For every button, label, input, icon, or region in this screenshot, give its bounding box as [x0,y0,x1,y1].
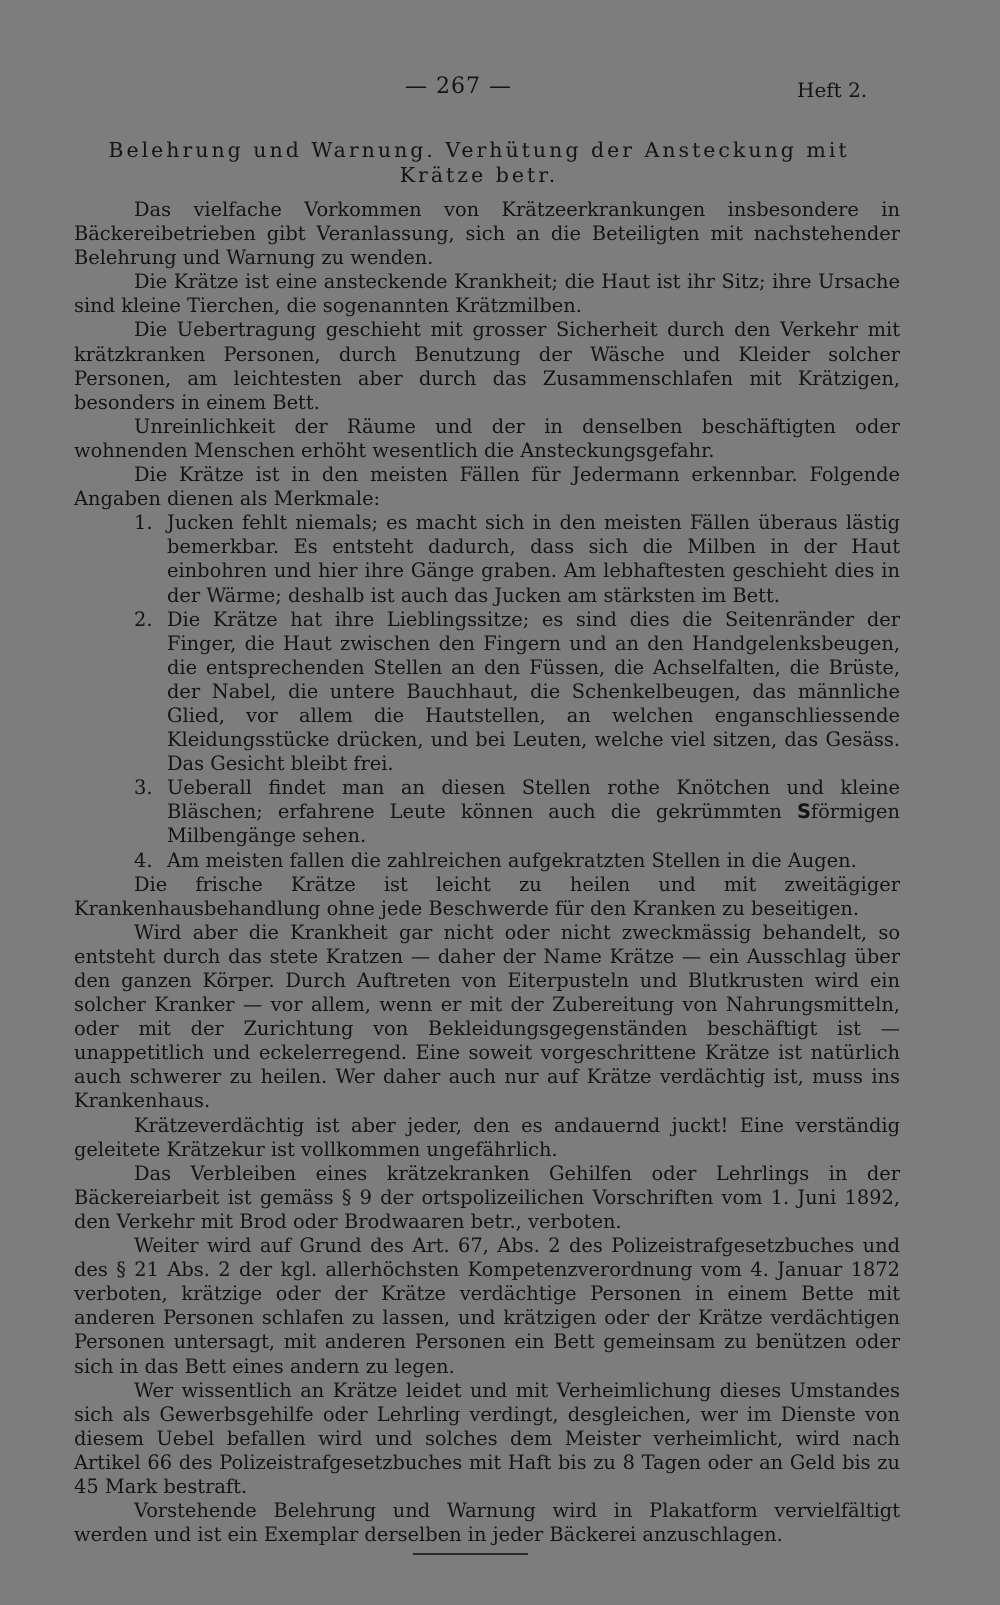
list-item [74,849,900,873]
list-item-number: 3. [134,776,153,800]
list-item-number: 2. [134,607,153,631]
list-item-number: 1. [134,511,153,535]
paragraph: Krätzeverdächtig ist aber jeder, den es andauernd juckt! Eine verständig geleitete Krätzekur ist vollkommen ungefährlich. [74,1113,900,1161]
end-rule [413,1553,528,1555]
paragraph: Weiter wird auf Grund des Art. 67, Abs. 2 des Polizeistrafgesetzbuches und des § 21 Abs. 2 der kgl. allerhöchsten Kompetenzverordnung vom 4. Januar 1872 verboten, krätzige oder der Krätze verdächtige Personen in einem Bette mit anderen Personen schlafen zu lassen, und krätzigen oder der Krätze verdächtigen Personen untersagt, mit anderen Personen ein Bett gemeinsam zu benützen oder sich in das Bett eines andern zu legen. [74,1234,900,1378]
list-item-text: förmigen Milbengänge sehen. [167,800,900,848]
document-title: Belehrung und Warnung. Verhütung der Ansteckung mit Krätze betr. [108,138,850,187]
page-header [0,74,1000,104]
paragraph: Wird aber die Krankheit gar nicht oder nicht zweckmässig behandelt, so entsteht durch das stete Kratzen — daher der Name Krätze — ein Ausschlag über den ganzen Körper. Durch Auftreten von Eiterpusteln und Blutkrusten wird ein solcher Kranker — vor allem, wenn er mit der Zubereitung von Nahrungsmitteln, oder mit der Zurichtung von Bekleidungsgegenständen beschäftigt ist — unappetitlich und eckelerregend. Eine soweit vorgeschrittene Krätze ist natürlich auch schwerer zu heilen. Wer daher auch nur auf Krätze verdächtig ist, muss ins Krankenhaus. [74,920,900,1113]
paragraph: Die Krätze ist in den meisten Fällen für Jedermann erkennbar. Folgende Angaben dienen als Merkmale: [74,463,900,511]
paragraph: Vorstehende Belehrung und Warnung wird in Plakatform vervielfältigt werden und ist ein Exemplar derselben in jeder Bäckerei anzuschlagen. [74,1499,900,1547]
paragraph: Wer wissentlich an Krätze leidet und mit Verheimlichung dieses Umstandes sich als Gewerbsgehilfe oder Lehrling verdingt, desgleichen, wer im Dienste von diesem Uebel befallen wird und solches dem Meister verheimlicht, wird nach Artikel 66 des Polizeistrafgesetzbuches mit Haft bis zu 8 Tagen oder an Geld bis zu 45 Mark bestraft. [74,1378,900,1498]
paragraph: Unreinlichkeit der Räume und der in denselben beschäftigten oder wohnenden Menschen erhöht wesentlich die Ansteckungsgefahr. [74,414,900,462]
merkmale-list [74,511,900,872]
paragraph: Das vielfache Vorkommen von Krätzeerkrankungen insbesondere in Bäckereibetrieben gibt Veranlassung, sich an die Beteiligten mit nachstehender Belehrung und Warnung zu wenden. [74,198,900,270]
issue-label: Heft 2. [797,78,868,102]
paragraph: Die Krätze ist eine ansteckende Krankheit; die Haut ist ihr Sitz; ihre Ursache sind kleine Tierchen, die sogenannten Krätzmilben. [74,270,900,318]
list-item-text: Die Krätze hat ihre Lieblingssitze; es sind dies die Seitenränder der Finger, die Haut zwischen den Fingern und an den Handgelenksbeugen, die entsprechenden Stellen an den Füssen, die Achselfalten, die Brüste, der Nabel, die untere Bauchhaut, die Schenkelbeugen, das männliche Glied, vor allem die Hautstellen, an welchen enganschliessende Kleidungsstücke drücken, und bei Leuten, welche viel sitzen, das Gesäss. Das Gesicht bleibt frei. [167,607,900,776]
paragraph: Die frische Krätze ist leicht zu heilen und mit zweitägiger Krankenhausbehandlung ohne jede Beschwerde für den Kranken zu beseitigen. [74,872,900,920]
s-shape-mark: S [796,800,811,824]
list-item-text: Ueberall findet man an diesen Stellen rothe Knötchen und kleine Bläschen; erfahrene Leute können auch die gekrümmten [167,776,900,824]
list-item [74,608,900,777]
page-number: — 267 — [405,74,512,99]
list-item [74,511,900,607]
list-item [74,776,900,848]
paragraph: Die Uebertragung geschieht mit grosser Sicherheit durch den Verkehr mit krätzkranken Personen, durch Benutzung der Wäsche und Kleider solcher Personen, am leichtesten aber durch das Zusammenschlafen mit Krätzigen, besonders in einem Bett. [74,318,900,414]
list-item-text: Am meisten fallen die zahlreichen aufgekratzten Stellen in die Augen. [167,848,857,872]
document-body [74,198,900,1547]
list-item-text: Jucken fehlt niemals; es macht sich in den meisten Fällen überaus lästig bemerkbar. Es entsteht dadurch, dass sich die Milben in der Haut einbohren und hier ihre Gänge graben. Am lebhaftesten geschieht dies in der Wärme; deshalb ist auch das Jucken am stärksten im Bett. [167,511,900,607]
paragraph: Das Verbleiben eines krätzekranken Gehilfen oder Lehrlings in der Bäckereiarbeit ist gemäss § 9 der ortspolizeilichen Vorschriften vom 1. Juni 1892, den Verkehr mit Brod oder Brodwaaren betr., verboten. [74,1161,900,1233]
list-item-number: 4. [134,848,153,872]
